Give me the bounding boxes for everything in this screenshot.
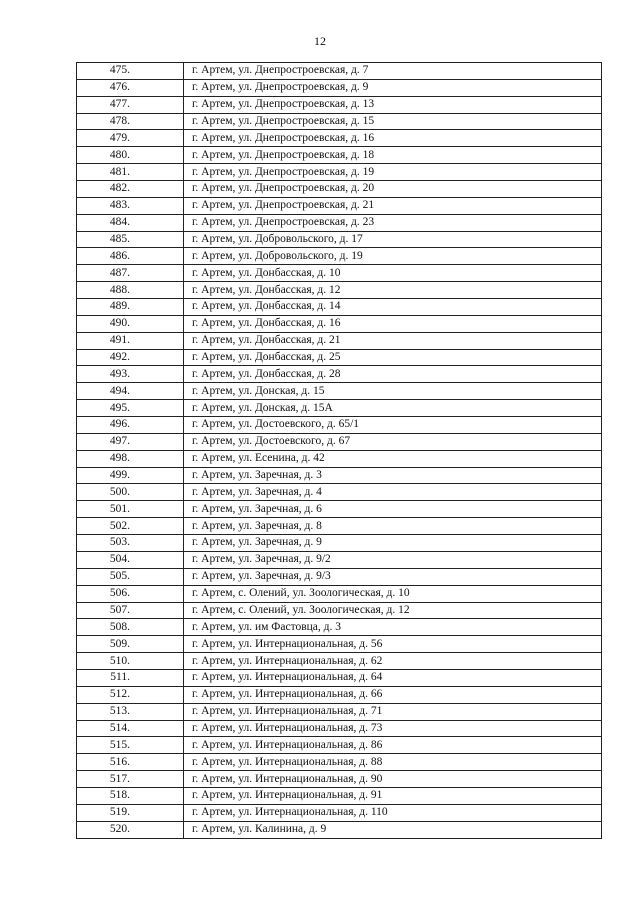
row-number: 519. <box>77 804 184 821</box>
row-number: 499. <box>77 467 184 484</box>
table-row <box>77 467 602 484</box>
row-number: 504. <box>77 551 184 568</box>
row-address: г. Артем, с. Олений, ул. Зоологическая, д. 10 <box>184 585 602 602</box>
row-address: г. Артем, ул. Донбасская, д. 10 <box>184 265 602 282</box>
row-number: 481. <box>77 164 184 181</box>
row-number: 489. <box>77 299 184 316</box>
row-address: г. Артем, ул. Днепростроевская, д. 21 <box>184 197 602 214</box>
row-address: г. Артем, ул. Донбасская, д. 14 <box>184 299 602 316</box>
row-number: 502. <box>77 518 184 535</box>
row-number: 510. <box>77 653 184 670</box>
row-number: 484. <box>77 214 184 231</box>
row-number: 488. <box>77 282 184 299</box>
row-number: 496. <box>77 417 184 434</box>
row-number: 506. <box>77 585 184 602</box>
row-number: 512. <box>77 686 184 703</box>
row-address: г. Артем, ул. Донская, д. 15 <box>184 383 602 400</box>
row-address: г. Артем, ул. Интернациональная, д. 86 <box>184 737 602 754</box>
row-address: г. Артем, ул. Калинина, д. 9 <box>184 821 602 838</box>
row-address: г. Артем, ул. Интернациональная, д. 91 <box>184 787 602 804</box>
table-row <box>77 282 602 299</box>
row-address: г. Артем, ул. Донбасская, д. 12 <box>184 282 602 299</box>
table-row <box>77 771 602 788</box>
page-number: 12 <box>314 34 326 48</box>
row-number: 517. <box>77 771 184 788</box>
table-row <box>77 821 602 838</box>
row-number: 511. <box>77 669 184 686</box>
table-row <box>77 433 602 450</box>
row-number: 475. <box>77 63 184 80</box>
table-row <box>77 315 602 332</box>
row-number: 507. <box>77 602 184 619</box>
table-row <box>77 501 602 518</box>
row-address: г. Артем, ул. Донбасская, д. 28 <box>184 366 602 383</box>
table-row <box>77 653 602 670</box>
row-number: 503. <box>77 535 184 552</box>
row-number: 513. <box>77 703 184 720</box>
row-number: 476. <box>77 79 184 96</box>
row-number: 498. <box>77 450 184 467</box>
table-row <box>77 787 602 804</box>
table-row <box>77 164 602 181</box>
row-address: г. Артем, ул. Интернациональная, д. 62 <box>184 653 602 670</box>
row-address: г. Артем, ул. Добровольского, д. 19 <box>184 248 602 265</box>
address-table-body <box>77 63 602 839</box>
table-row <box>77 349 602 366</box>
row-number: 477. <box>77 96 184 113</box>
table-row <box>77 484 602 501</box>
table-row <box>77 113 602 130</box>
row-number: 520. <box>77 821 184 838</box>
row-address: г. Артем, ул. Донбасская, д. 25 <box>184 349 602 366</box>
row-address: г. Артем, ул. Днепростроевская, д. 23 <box>184 214 602 231</box>
row-address: г. Артем, ул. Днепростроевская, д. 15 <box>184 113 602 130</box>
row-number: 518. <box>77 787 184 804</box>
row-address: г. Артем, ул. Достоевского, д. 67 <box>184 433 602 450</box>
table-row <box>77 265 602 282</box>
row-address: г. Артем, ул. Интернациональная, д. 73 <box>184 720 602 737</box>
table-row <box>77 400 602 417</box>
row-number: 509. <box>77 636 184 653</box>
table-row <box>77 703 602 720</box>
row-address: г. Артем, ул. Интернациональная, д. 71 <box>184 703 602 720</box>
row-number: 516. <box>77 754 184 771</box>
row-address: г. Артем, ул. Есенина, д. 42 <box>184 450 602 467</box>
table-row <box>77 686 602 703</box>
table-row <box>77 754 602 771</box>
table-row <box>77 214 602 231</box>
table-row <box>77 551 602 568</box>
row-number: 478. <box>77 113 184 130</box>
table-row <box>77 332 602 349</box>
row-address: г. Артем, ул. Интернациональная, д. 56 <box>184 636 602 653</box>
row-number: 497. <box>77 433 184 450</box>
table-row <box>77 636 602 653</box>
row-address: г. Артем, ул. Днепростроевская, д. 20 <box>184 181 602 198</box>
row-address: г. Артем, ул. Заречная, д. 9 <box>184 535 602 552</box>
table-row <box>77 619 602 636</box>
row-address: г. Артем, ул. Интернациональная, д. 110 <box>184 804 602 821</box>
row-number: 485. <box>77 231 184 248</box>
row-address: г. Артем, ул. Интернациональная, д. 64 <box>184 669 602 686</box>
table-row <box>77 96 602 113</box>
row-number: 483. <box>77 197 184 214</box>
row-address: г. Артем, ул. Заречная, д. 9/3 <box>184 568 602 585</box>
row-number: 508. <box>77 619 184 636</box>
row-number: 490. <box>77 315 184 332</box>
row-address: г. Артем, ул. Днепростроевская, д. 16 <box>184 130 602 147</box>
row-address: г. Артем, ул. Днепростроевская, д. 7 <box>184 63 602 80</box>
row-address: г. Артем, с. Олений, ул. Зоологическая, д. 12 <box>184 602 602 619</box>
row-number: 491. <box>77 332 184 349</box>
table-row <box>77 366 602 383</box>
table-row <box>77 585 602 602</box>
table-row <box>77 720 602 737</box>
row-address: г. Артем, ул. Интернациональная, д. 90 <box>184 771 602 788</box>
table-row <box>77 130 602 147</box>
address-table <box>76 62 602 839</box>
table-row <box>77 602 602 619</box>
row-address: г. Артем, ул. Днепростроевская, д. 9 <box>184 79 602 96</box>
row-address: г. Артем, ул. Добровольского, д. 17 <box>184 231 602 248</box>
row-number: 500. <box>77 484 184 501</box>
row-address: г. Артем, ул. Донская, д. 15А <box>184 400 602 417</box>
row-number: 515. <box>77 737 184 754</box>
row-address: г. Артем, ул. Интернациональная, д. 66 <box>184 686 602 703</box>
row-address: г. Артем, ул. Интернациональная, д. 88 <box>184 754 602 771</box>
table-row <box>77 383 602 400</box>
row-address: г. Артем, ул. Днепростроевская, д. 13 <box>184 96 602 113</box>
row-number: 486. <box>77 248 184 265</box>
row-address: г. Артем, ул. Заречная, д. 9/2 <box>184 551 602 568</box>
row-address: г. Артем, ул. Заречная, д. 3 <box>184 467 602 484</box>
row-address: г. Артем, ул. Заречная, д. 4 <box>184 484 602 501</box>
table-row <box>77 737 602 754</box>
row-number: 479. <box>77 130 184 147</box>
table-row <box>77 147 602 164</box>
row-number: 495. <box>77 400 184 417</box>
row-number: 482. <box>77 181 184 198</box>
row-number: 480. <box>77 147 184 164</box>
row-number: 492. <box>77 349 184 366</box>
row-address: г. Артем, ул. Днепростроевская, д. 18 <box>184 147 602 164</box>
row-number: 493. <box>77 366 184 383</box>
row-address: г. Артем, ул. Достоевского, д. 65/1 <box>184 417 602 434</box>
table-row <box>77 197 602 214</box>
row-address: г. Артем, ул. им Фастовца, д. 3 <box>184 619 602 636</box>
table-row <box>77 804 602 821</box>
table-row <box>77 450 602 467</box>
row-address: г. Артем, ул. Заречная, д. 6 <box>184 501 602 518</box>
table-row <box>77 79 602 96</box>
table-row <box>77 518 602 535</box>
table-row <box>77 568 602 585</box>
row-number: 501. <box>77 501 184 518</box>
table-row <box>77 248 602 265</box>
row-address: г. Артем, ул. Заречная, д. 8 <box>184 518 602 535</box>
table-row <box>77 181 602 198</box>
table-row <box>77 535 602 552</box>
row-number: 514. <box>77 720 184 737</box>
row-address: г. Артем, ул. Днепростроевская, д. 19 <box>184 164 602 181</box>
row-number: 505. <box>77 568 184 585</box>
row-address: г. Артем, ул. Донбасская, д. 16 <box>184 315 602 332</box>
row-number: 494. <box>77 383 184 400</box>
table-row <box>77 417 602 434</box>
table-row <box>77 669 602 686</box>
row-address: г. Артем, ул. Донбасская, д. 21 <box>184 332 602 349</box>
table-row <box>77 299 602 316</box>
table-row <box>77 63 602 80</box>
table-row <box>77 231 602 248</box>
row-number: 487. <box>77 265 184 282</box>
